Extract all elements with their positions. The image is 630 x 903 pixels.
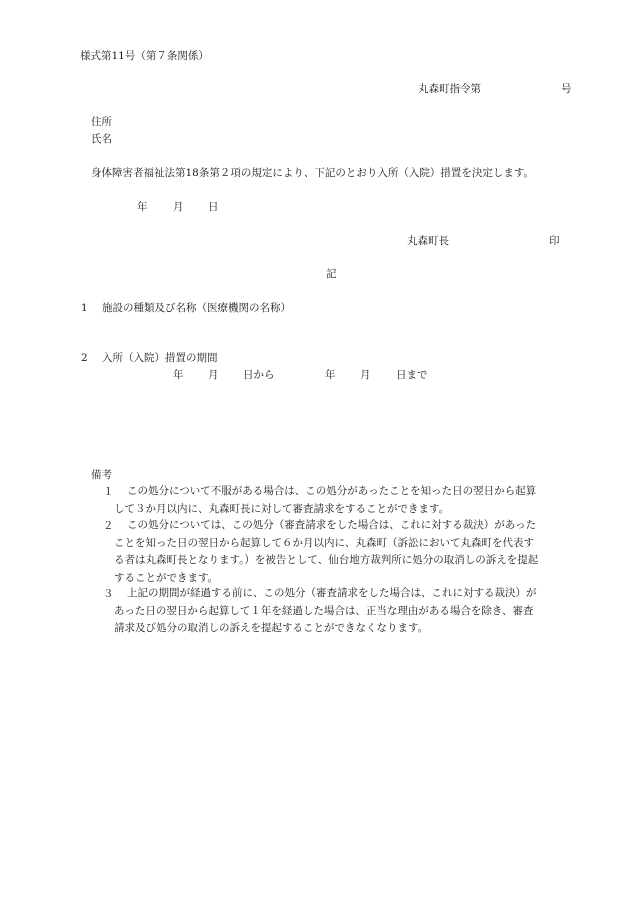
document-number-prefix: 丸森町指令第	[418, 83, 481, 95]
note-3-text	[114, 585, 584, 638]
item-1-label: 施設の種類及び名称（医療機関の名称）	[102, 302, 291, 314]
address-label: 住所	[91, 116, 112, 128]
item-2-label: 入所（入院）措置の期間	[102, 352, 218, 364]
period-start-month: 月	[208, 369, 219, 381]
note-2-line-3: る者は丸森町長となります。）を被告として、仙台地方裁判所に処分の取消しの訴えを提起	[114, 554, 539, 566]
note-2-text	[114, 517, 584, 587]
date-day: 日	[208, 201, 219, 213]
remarks-title: 備考	[91, 469, 112, 481]
date-month: 月	[173, 201, 184, 213]
item-2-number: 2	[81, 352, 88, 364]
note-3-line-2: あった日の翌日から起算して１年を経過した場合は、正当な理由がある場合を除き、審査	[114, 604, 534, 617]
note-1-line-2: して３か月以内に、丸森町長に対して審査請求をすることができます。	[114, 502, 450, 515]
period-end-day: 日まで	[396, 369, 428, 381]
form-title: 様式第11号（第７条関係）	[80, 50, 209, 62]
note-2-number: ２	[103, 520, 114, 532]
note-2-line-4: することができます。	[114, 571, 219, 584]
name-label: 氏名	[91, 133, 112, 145]
period-end-month: 月	[360, 369, 371, 381]
note-3-line-1: 上記の期間が経過する前に、この処分（審査請求をした場合は、これに対する裁決）が	[127, 587, 537, 599]
period-end-year: 年	[325, 369, 336, 381]
main-statement: 身体障害者福祉法第18条第２項の規定により、下記のとおり入所（入院）措置を決定します。	[91, 167, 535, 179]
note-1-text	[114, 483, 584, 518]
date-year: 年	[137, 201, 148, 213]
note-3-number: ３	[103, 588, 114, 600]
ki-heading: 記	[326, 268, 337, 280]
period-start-year: 年	[173, 369, 184, 381]
note-1-number: １	[103, 486, 114, 498]
note-1-line-1: この処分について不服がある場合は、この処分があったことを知った日の翌日から起算	[127, 485, 537, 497]
seal-mark: 印	[549, 235, 560, 247]
note-2-line-1: この処分については、この処分（審査請求をした場合は、これに対する裁決）があった	[127, 519, 537, 531]
period-start-day: 日から	[243, 369, 275, 381]
item-1-number: 1	[81, 302, 88, 314]
document-number-suffix: 号	[561, 83, 572, 95]
note-3-line-3: 請求及び処分の取消しの訴えを提起することができなくなります。	[114, 622, 429, 634]
issuer-title: 丸森町長	[407, 235, 449, 247]
note-2-line-2: ことを知った日の翌日から起算して６か月以内に、丸森町（訴訟において丸森町を代表す	[114, 536, 534, 549]
